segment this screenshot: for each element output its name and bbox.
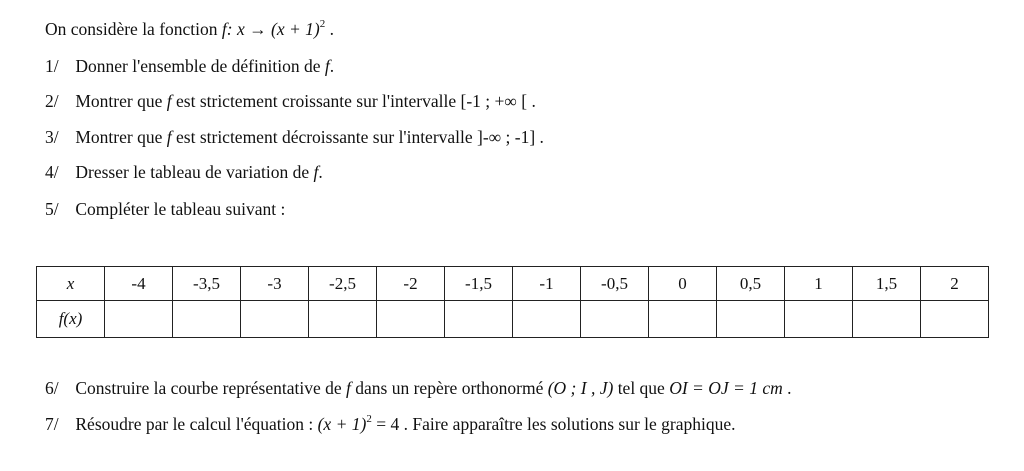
equation-lhs: (x + 1)	[317, 414, 367, 434]
question-text: tel que	[613, 378, 670, 398]
table-header-fx: f(x)	[37, 301, 105, 338]
equation-exponent: 2	[366, 413, 372, 425]
table-cell-x: 0	[649, 267, 717, 301]
intro-line	[45, 18, 334, 40]
table-cell-fx[interactable]	[581, 301, 649, 338]
question-text: dans un repère orthonormé	[350, 378, 548, 398]
question-text: Donner l'ensemble de définition de	[75, 56, 325, 76]
frame-notation: (O ; I , J)	[547, 378, 614, 398]
question-number: 4/	[45, 162, 59, 182]
table-cell-x: -0,5	[581, 267, 649, 301]
question-text: Compléter le tableau suivant :	[75, 199, 286, 219]
intro-func-name: f	[221, 19, 227, 39]
question-4	[45, 161, 323, 183]
question-number: 3/	[45, 127, 59, 147]
table-cell-x: -1,5	[445, 267, 513, 301]
table-cell-fx[interactable]	[445, 301, 513, 338]
question-text: Dresser le tableau de variation de	[75, 162, 314, 182]
table-cell-fx[interactable]	[105, 301, 173, 338]
table-cell-fx[interactable]	[377, 301, 445, 338]
question-text: Résoudre par le calcul l'équation :	[75, 414, 318, 434]
table-cell-fx[interactable]	[649, 301, 717, 338]
question-number: 5/	[45, 199, 59, 219]
table-cell-fx[interactable]	[309, 301, 377, 338]
question-text: .	[329, 56, 335, 76]
func-letter: f	[166, 91, 172, 111]
table-cell-x: -2	[377, 267, 445, 301]
table-cell-x: -4	[105, 267, 173, 301]
question-text: est strictement croissante sur l'intervalle [-1 ; +∞ [ .	[171, 91, 536, 111]
table-header-x: x	[37, 267, 105, 301]
table-cell-x: 1,5	[853, 267, 921, 301]
question-number: 6/	[45, 378, 59, 398]
intro-prefix: On considère la fonction	[45, 19, 222, 39]
table-cell-fx[interactable]	[785, 301, 853, 338]
question-6	[45, 377, 791, 399]
question-number: 1/	[45, 56, 59, 76]
table-cell-x: -3	[241, 267, 309, 301]
table-cell-fx[interactable]	[173, 301, 241, 338]
table-cell-fx[interactable]	[241, 301, 309, 338]
table-row-x	[37, 267, 989, 301]
question-5	[45, 198, 285, 220]
func-letter: f	[324, 56, 330, 76]
table-cell-fx[interactable]	[921, 301, 989, 338]
question-text: .	[782, 378, 792, 398]
question-number: 2/	[45, 91, 59, 111]
values-table	[36, 266, 989, 338]
table-cell-x: -3,5	[173, 267, 241, 301]
question-2	[45, 90, 536, 112]
table-cell-x: 2	[921, 267, 989, 301]
question-text: Montrer que	[75, 127, 167, 147]
question-text: Construire la courbe représentative de	[75, 378, 347, 398]
intro-exponent: 2	[319, 18, 326, 30]
table-cell-fx[interactable]	[853, 301, 921, 338]
question-text: . Faire apparaître les solutions sur le graphique.	[399, 414, 736, 434]
question-3	[45, 126, 544, 148]
question-text: est strictement décroissante sur l'intervalle ]-∞ ; -1] .	[171, 127, 544, 147]
table-cell-x: 1	[785, 267, 853, 301]
question-text: Montrer que	[75, 91, 167, 111]
func-letter: f	[313, 162, 319, 182]
question-7	[45, 413, 736, 435]
table-cell-x: -1	[513, 267, 581, 301]
func-letter: f	[166, 127, 172, 147]
question-number: 7/	[45, 414, 59, 434]
table-row-fx	[37, 301, 989, 338]
func-letter: f	[346, 378, 351, 398]
table-cell-x: -2,5	[309, 267, 377, 301]
table-cell-x: 0,5	[717, 267, 785, 301]
equation-rhs: = 4	[371, 414, 400, 434]
intro-mapping: : x → (x + 1)	[226, 19, 320, 39]
table-cell-fx[interactable]	[717, 301, 785, 338]
table-cell-fx[interactable]	[513, 301, 581, 338]
question-text: .	[318, 162, 323, 182]
intro-suffix: .	[325, 19, 334, 39]
question-1	[45, 55, 334, 77]
unit-condition: OI = OJ = 1 cm	[669, 378, 783, 398]
